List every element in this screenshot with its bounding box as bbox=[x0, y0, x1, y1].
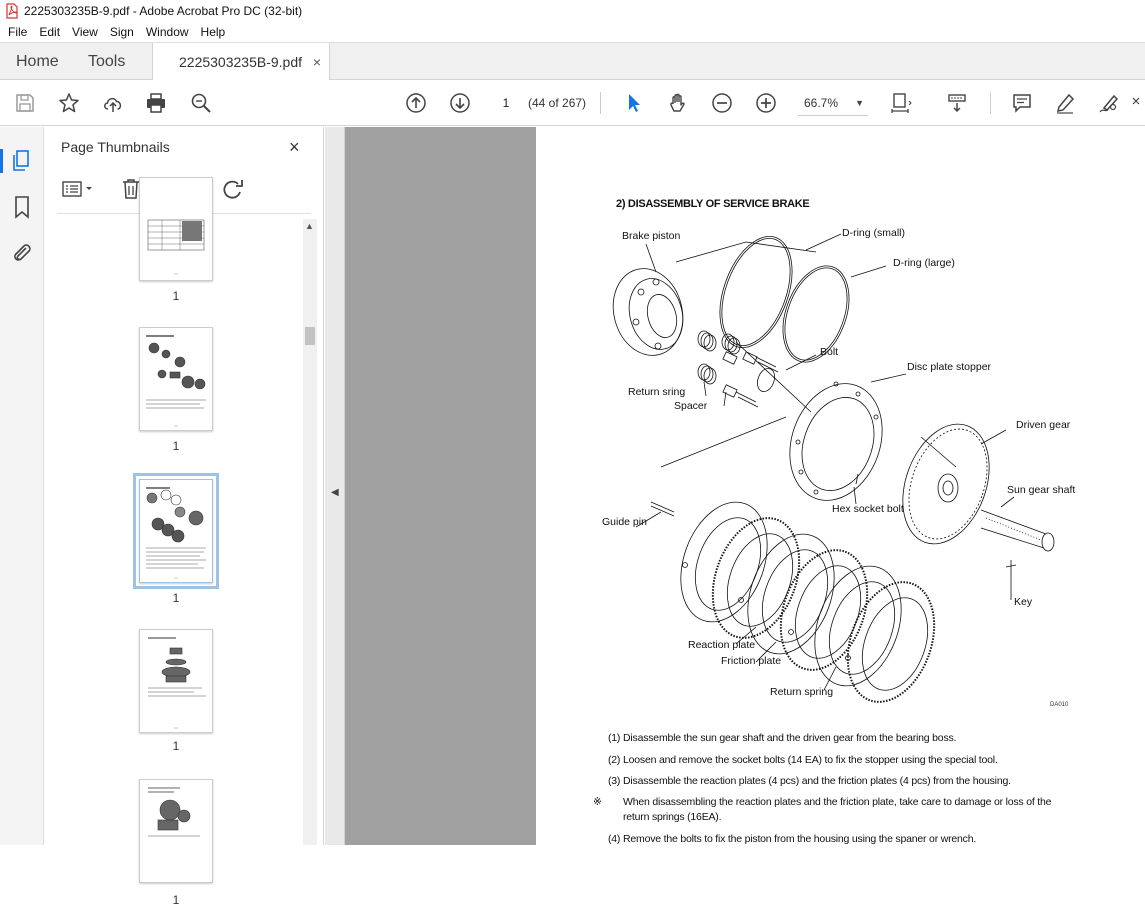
save-icon[interactable] bbox=[12, 90, 38, 116]
instruction-step bbox=[608, 753, 1078, 768]
thumbnails-panel bbox=[45, 127, 324, 907]
page-thumbnail[interactable] bbox=[139, 629, 213, 733]
label-reaction-plate: Reaction plate bbox=[688, 639, 756, 651]
zoom-level-select[interactable] bbox=[798, 90, 868, 116]
step-number: (4) bbox=[608, 833, 621, 845]
label-guide-pin: Guide pin bbox=[602, 516, 647, 528]
step-text: Loosen and remove the socket bolts (14 EA) to fix the stopper using the special tool. bbox=[623, 754, 998, 766]
thumbnails-title: Page Thumbnails bbox=[61, 139, 170, 155]
label-brake-piston: Brake piston bbox=[622, 230, 681, 242]
title-bar bbox=[0, 0, 1145, 22]
chevron-down-icon: ▼ bbox=[855, 98, 864, 108]
tab-bar bbox=[0, 42, 1145, 80]
menu-view[interactable]: View bbox=[72, 25, 98, 39]
label-disc-plate-stopper: Disc plate stopper bbox=[907, 361, 992, 373]
section-heading: 2) DISASSEMBLY OF SERVICE BRAKE bbox=[616, 198, 810, 210]
thumbnail-page-label: 1 bbox=[172, 739, 180, 753]
thumbnail-scrollbar[interactable] bbox=[303, 219, 317, 845]
navigation-rail bbox=[0, 127, 44, 845]
tab-document[interactable] bbox=[152, 43, 330, 82]
label-bolt: Bolt bbox=[820, 346, 839, 358]
instruction-step bbox=[608, 832, 1078, 847]
zoom-level-value: 66.7% bbox=[804, 96, 839, 110]
attachments-icon[interactable] bbox=[10, 241, 34, 265]
select-cursor-icon[interactable] bbox=[621, 90, 647, 116]
step-text: Disassemble the reaction plates (4 pcs) and the friction plates (4 pcs) from the housing. bbox=[623, 775, 1011, 787]
instruction-step bbox=[608, 731, 1078, 746]
menu-window[interactable]: Window bbox=[145, 25, 189, 39]
note-text: When disassembling the reaction plates and the friction plate, take care to damage or loss of the return springs (16EA). bbox=[623, 796, 1052, 823]
label-key: Key bbox=[1014, 596, 1033, 608]
figure-code: DA010 bbox=[1050, 702, 1069, 708]
tab-tools[interactable]: Tools bbox=[88, 53, 126, 70]
sign-pen-icon[interactable] bbox=[1096, 90, 1122, 116]
note-symbol: ※ bbox=[593, 796, 602, 808]
label-spacer: Spacer bbox=[674, 400, 708, 412]
rotate-clockwise-icon[interactable] bbox=[221, 177, 245, 201]
label-driven-gear: Driven gear bbox=[1016, 419, 1071, 431]
upload-cloud-icon[interactable] bbox=[100, 90, 126, 116]
window-title: 2225303235B-9.pdf - Adobe Acrobat Pro DC (32-bit) bbox=[24, 4, 303, 18]
document-page bbox=[536, 127, 1145, 845]
page-thumbnail-selected[interactable] bbox=[139, 479, 213, 583]
hand-tool-icon[interactable] bbox=[665, 90, 691, 116]
page-fit-icon[interactable] bbox=[888, 90, 914, 116]
label-sun-gear-shaft: Sun gear shaft bbox=[1007, 484, 1076, 496]
instruction-step bbox=[608, 774, 1078, 789]
page-thumbnail[interactable] bbox=[139, 327, 213, 431]
label-return-sring: Return sring bbox=[628, 386, 686, 398]
menu-help[interactable]: Help bbox=[200, 25, 226, 39]
toolbar-divider bbox=[600, 92, 601, 114]
tab-document-label: 2225303235B-9.pdf bbox=[179, 54, 302, 70]
next-page-icon[interactable] bbox=[447, 90, 473, 116]
zoom-out-icon[interactable] bbox=[709, 90, 735, 116]
label-friction-plate: Friction plate bbox=[721, 655, 782, 667]
label-hex-socket-bolt: Hex socket bolt bbox=[832, 503, 904, 515]
acrobat-app-icon bbox=[6, 4, 18, 18]
highlight-pen-icon[interactable] bbox=[1052, 90, 1078, 116]
instruction-note bbox=[593, 795, 1078, 825]
step-number: (3) bbox=[608, 775, 621, 787]
scrolling-mode-icon[interactable] bbox=[944, 90, 970, 116]
scroll-up-icon[interactable]: ▲ bbox=[305, 221, 314, 231]
toolbar-divider-2 bbox=[990, 92, 991, 114]
step-number: (2) bbox=[608, 754, 621, 766]
panel-collapse-handle[interactable] bbox=[325, 127, 345, 845]
zoom-in-icon[interactable] bbox=[753, 90, 779, 116]
comment-icon[interactable] bbox=[1009, 90, 1035, 116]
zoom-search-icon[interactable] bbox=[188, 90, 214, 116]
menu-edit[interactable]: Edit bbox=[39, 25, 61, 39]
thumbnail-page-label: 1 bbox=[172, 289, 180, 303]
page-thumbnail[interactable] bbox=[139, 177, 213, 281]
label-d-ring-large: D-ring (large) bbox=[893, 257, 955, 269]
thumbnail-page-label: 1 bbox=[172, 893, 180, 907]
bookmark-star-icon[interactable] bbox=[56, 90, 82, 116]
scrollbar-thumb[interactable] bbox=[305, 327, 315, 345]
menu-file[interactable]: File bbox=[8, 25, 28, 39]
tab-close-icon[interactable]: × bbox=[312, 54, 321, 70]
menu-bar bbox=[0, 22, 1145, 42]
step-text: Disassemble the sun gear shaft and the driven gear from the bearing boss. bbox=[623, 732, 957, 744]
bookmarks-icon[interactable] bbox=[10, 195, 34, 219]
label-return-spring: Return spring bbox=[770, 686, 834, 698]
service-brake-exploded-diagram bbox=[586, 222, 1106, 717]
tab-home[interactable]: Home bbox=[16, 53, 59, 70]
menu-sign[interactable]: Sign bbox=[109, 25, 134, 39]
thumbnail-page-label: 1 bbox=[172, 591, 180, 605]
close-panel-icon[interactable]: × bbox=[289, 137, 300, 157]
main-toolbar bbox=[0, 80, 1145, 126]
page-count: (44 of 267) bbox=[528, 96, 587, 110]
step-text: Remove the bolts to fix the piston from the housing using the spaner or wrench. bbox=[623, 833, 977, 845]
thumbnail-page-label: 1 bbox=[172, 439, 180, 453]
label-d-ring-small: D-ring (small) bbox=[842, 227, 905, 239]
thumbnail-options-icon[interactable] bbox=[61, 177, 95, 201]
previous-page-icon[interactable] bbox=[403, 90, 429, 116]
collapse-left-icon[interactable]: ◀ bbox=[331, 487, 339, 498]
page-thumbnail[interactable] bbox=[139, 779, 213, 883]
rail-active-indicator bbox=[0, 149, 3, 173]
step-number: (1) bbox=[608, 732, 621, 744]
document-viewport[interactable] bbox=[345, 127, 1145, 845]
thumbnail-list bbox=[45, 217, 305, 907]
print-icon[interactable] bbox=[143, 90, 169, 116]
more-tools-icon[interactable] bbox=[1130, 90, 1144, 116]
page-number-input[interactable]: 1 bbox=[490, 90, 522, 116]
page-thumbnails-icon[interactable] bbox=[10, 149, 34, 173]
